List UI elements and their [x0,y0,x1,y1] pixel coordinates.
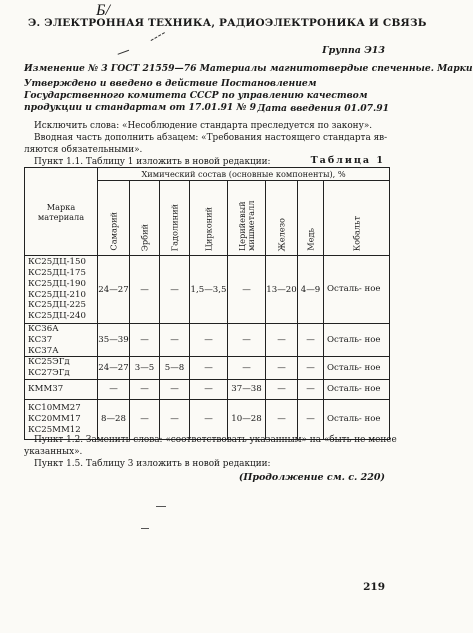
paragraph-line: Исключить слова: «Несоблюдение стандарта преследуется по закону». [34,121,373,131]
group-label: Группа Э13 [322,45,385,56]
table-row [25,379,390,399]
value-cell: Осталь- ное [324,324,390,357]
brand-name: КС27ЭГд [28,368,70,379]
value-cell: — [190,399,228,439]
group-column-header: Химический состав (основные компоненты), % [98,168,390,181]
section-header: Э. ЭЛЕКТРОННАЯ ТЕХНИКА, РАДИОЭЛЕКТРОНИКА И СВЯЗЬ [28,17,427,29]
brand-cell [25,256,98,324]
value-cell: — [266,324,298,357]
value-cell: 10—28 [228,399,266,439]
column-header: Церийевый мишметалл [228,181,266,256]
paragraph-line: Пункт 1.1. Таблицу 1 изложить в новой редакции: [34,157,271,167]
brand-cell [25,357,98,380]
continuation-note: (Продолжение см. с. 220) [238,472,385,483]
paragraph-line: ляются обязательными». [24,145,143,155]
pen-stroke [115,42,129,55]
brand-name: КС20ММ17 [28,414,81,425]
brand-cell [25,379,98,399]
stray-mark [156,506,166,507]
value-cell: 1,5—3,5 [190,256,228,324]
paragraph-line: Пункт 1.5. Таблицу 3 изложить в новой редакции: [34,459,271,469]
brand-name: КС25ДЦ-150 [28,257,86,268]
brand-name: КС25ЭГд [28,357,70,368]
value-cell: — [98,379,130,399]
brand-name: КММ37 [28,384,64,395]
column-header: Цирконий [190,181,228,256]
column-header: Кобальт [324,181,390,256]
value-cell: — [130,256,160,324]
brand-name: КС25ММ12 [28,424,81,435]
value-cell: Осталь- ное [324,379,390,399]
value-cell: 13—20 [266,256,298,324]
value-cell: — [160,256,190,324]
table-row [25,324,390,357]
paragraph-line: Пункт 1.2. Заменить слова: «соответствовать указанным» на «быть не менее [34,435,397,445]
page-number: 219 [363,581,385,593]
value-cell: — [160,379,190,399]
brand-name: КС25ДЦ-175 [28,267,86,278]
value-cell: 37—38 [228,379,266,399]
column-header: Эрбий [130,181,160,256]
value-cell: 4—9 [298,256,324,324]
brand-name: КС37А [28,345,59,356]
value-cell: — [228,324,266,357]
value-cell: — [130,399,160,439]
value-cell: 24—27 [98,357,130,380]
stray-mark [141,528,149,529]
value-cell: — [298,399,324,439]
brand-name: КС25ДЦ-190 [28,278,86,289]
value-cell: — [190,379,228,399]
handwritten-mark: Б/ [96,2,110,19]
table-row [25,357,390,380]
value-cell: Осталь- ное [324,357,390,380]
value-cell: — [228,256,266,324]
table-row [25,256,390,324]
change-title: Изменение № 3 ГОСТ 21559—76 Материалы магнитотвердые спеченные. Марки [24,63,473,74]
brand-name: КС37 [28,334,53,345]
brand-column-header: Марка материала [25,168,98,256]
brand-name: КС25ДЦ-240 [28,311,86,322]
value-cell: Осталь- ное [324,399,390,439]
value-cell: — [130,324,160,357]
value-cell: — [190,324,228,357]
value-cell: 35—39 [98,324,130,357]
value-cell: — [266,399,298,439]
value-cell: 5—8 [160,357,190,380]
column-header: Железо [266,181,298,256]
value-cell: — [266,357,298,380]
brand-cell [25,324,98,357]
brand-name: КС36А [28,324,59,334]
table-caption: Таблица 1 [310,155,385,166]
value-cell: — [298,324,324,357]
value-cell: — [298,357,324,380]
paragraph-line: указанных». [24,447,83,457]
value-cell: — [228,357,266,380]
paragraph-line: Вводная часть дополнить абзацем: «Требования настоящего стандарта яв- [34,133,388,143]
brand-name: КС25ДЦ-225 [28,300,86,311]
column-header: Гадолиний [160,181,190,256]
value-cell: — [130,379,160,399]
effective-date: Дата введения 01.07.91 [257,103,389,114]
value-cell: — [160,399,190,439]
approval-text: Утверждено и введено в действие Постановлением Государственного комитета СССР по управлению качеством продукции и стандартам от 17.01.91 № 9 [24,78,368,113]
pen-stroke [151,32,166,42]
column-header: Самарий [98,181,130,256]
value-cell: Осталь- ное [324,256,390,324]
value-cell: 8—28 [98,399,130,439]
value-cell: 24—27 [98,256,130,324]
value-cell: — [266,379,298,399]
composition-table [24,167,390,440]
value-cell: — [190,357,228,380]
value-cell: 3—5 [130,357,160,380]
value-cell: — [160,324,190,357]
brand-name: КС25ДЦ-210 [28,289,86,300]
column-header: Медь [298,181,324,256]
value-cell: — [298,379,324,399]
brand-name: КС10ММ27 [28,403,81,414]
